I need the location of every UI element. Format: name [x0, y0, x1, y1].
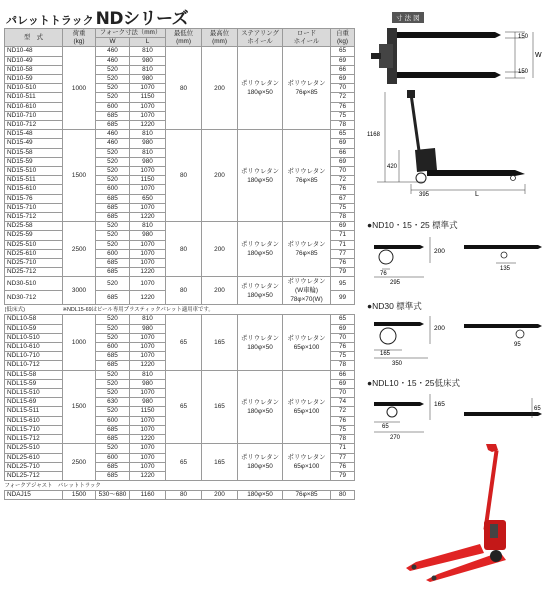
- fork-l-cell: 1070: [130, 416, 166, 425]
- steering-cell: ポリウレタン 180φ×50: [238, 130, 283, 222]
- adjust-body: [5, 481, 355, 500]
- weight-cell: 78: [331, 435, 355, 444]
- load-cell: 3000: [63, 277, 96, 305]
- weight-cell: 76: [331, 462, 355, 471]
- model-cell: ND10-712: [5, 121, 63, 130]
- top-view-diagram: [365, 26, 545, 96]
- weight-cell: 69: [331, 157, 355, 166]
- fork-w-cell: 520: [96, 379, 130, 388]
- load-cell: 1000: [63, 47, 96, 130]
- model-cell: NDL25-610: [5, 453, 63, 462]
- fork-l-cell: 980: [130, 324, 166, 333]
- model-cell: ND10-610: [5, 102, 63, 111]
- model-cell: NDL10-58: [5, 315, 63, 324]
- header-max-height: 最高位 (mm): [202, 29, 238, 47]
- dim-nd-200: 200: [434, 248, 445, 255]
- weight-cell: 80: [331, 491, 355, 500]
- fork-w-cell: 685: [96, 194, 130, 203]
- model-cell: NDL10-59: [5, 324, 63, 333]
- weight-cell: 99: [331, 291, 355, 305]
- fork-l-cell: 1070: [130, 453, 166, 462]
- dim-ndl-165: 165: [434, 401, 445, 408]
- load-cell: 1500: [63, 491, 96, 500]
- title-prefix: パレットトラック: [6, 14, 94, 27]
- weight-cell: 95: [331, 277, 355, 291]
- model-cell: ND25-510: [5, 240, 63, 249]
- fork-w-cell: 460: [96, 56, 130, 65]
- model-cell: ND15-58: [5, 148, 63, 157]
- steering-cell: ポリウレタン 180φ×50: [238, 47, 283, 130]
- fork-w-cell: 460: [96, 139, 130, 148]
- model-cell: NDL15-69: [5, 398, 63, 407]
- weight-cell: 70: [331, 389, 355, 398]
- nd-standard-diagram: [368, 233, 548, 285]
- weight-cell: 79: [331, 471, 355, 480]
- model-cell: ND10-710: [5, 111, 63, 120]
- weight-cell: 70: [331, 84, 355, 93]
- pallet-truck-photo: [396, 440, 552, 582]
- fork-l-cell: 1070: [130, 240, 166, 249]
- fork-l-cell: 650: [130, 194, 166, 203]
- load-wheel-cell: 76φ×85: [283, 491, 331, 500]
- weight-cell: 69: [331, 324, 355, 333]
- fork-w-cell: 520: [96, 65, 130, 74]
- table-row: [5, 444, 355, 453]
- model-cell: NDL15-511: [5, 407, 63, 416]
- section-nd30-standard: ●ND30 標準式: [367, 301, 422, 311]
- weight-cell: 77: [331, 249, 355, 258]
- header-min-height: 最低位 (mm): [166, 29, 202, 47]
- adjust-label: フォークアジャスト パレットトラック: [4, 482, 101, 489]
- fork-w-cell: 520: [96, 84, 130, 93]
- header-row-1: [5, 29, 355, 38]
- fork-l-cell: 1150: [130, 407, 166, 416]
- fork-l-cell: 1220: [130, 291, 166, 305]
- model-cell: NDL15-710: [5, 425, 63, 434]
- fork-w-cell: 685: [96, 121, 130, 130]
- fork-w-cell: 520: [96, 277, 130, 291]
- fork-l-cell: 1070: [130, 167, 166, 176]
- max-height-cell: 200: [202, 47, 238, 130]
- fork-w-cell: 685: [96, 352, 130, 361]
- header-weight: 自重 (kg): [331, 29, 355, 47]
- header-model: 型 式: [5, 29, 63, 47]
- page-title: [6, 4, 189, 29]
- fork-l-cell: 1220: [130, 471, 166, 480]
- fork-w-cell: 520: [96, 389, 130, 398]
- weight-cell: 67: [331, 194, 355, 203]
- fork-w-cell: 600: [96, 343, 130, 352]
- header-load: 荷重 (kg): [63, 29, 96, 47]
- dim-nd30-350: 350: [392, 361, 403, 366]
- model-cell: ND15-610: [5, 185, 63, 194]
- fork-l-cell: 980: [130, 231, 166, 240]
- model-cell: NDL15-510: [5, 389, 63, 398]
- weight-cell: 76: [331, 259, 355, 268]
- fork-l-cell: 1070: [130, 352, 166, 361]
- weight-cell: 76: [331, 102, 355, 111]
- steering-cell: ポリウレタン 180φ×50: [238, 315, 283, 370]
- model-cell: NDAJ15: [5, 491, 63, 500]
- fork-w-cell: 520: [96, 74, 130, 83]
- weight-cell: 71: [331, 231, 355, 240]
- weight-cell: 76: [331, 185, 355, 194]
- dim-side-395: 395: [419, 192, 430, 198]
- weight-cell: 75: [331, 352, 355, 361]
- max-height-cell: 165: [202, 370, 238, 444]
- standard-models: [5, 47, 355, 305]
- section-ndl-low: ●NDL10・15・25低床式: [367, 378, 461, 388]
- fork-w-cell: 520: [96, 407, 130, 416]
- fork-l-cell: 810: [130, 47, 166, 56]
- weight-cell: 66: [331, 370, 355, 379]
- fork-w-cell: 520: [96, 370, 130, 379]
- fork-w-cell: 685: [96, 425, 130, 434]
- low-note-body: [5, 305, 355, 315]
- fork-w-cell: 520: [96, 231, 130, 240]
- steering-cell: ポリウレタン 180φ×50: [238, 277, 283, 305]
- model-cell: ND10-48: [5, 47, 63, 56]
- fork-l-cell: 810: [130, 315, 166, 324]
- load-wheel-cell: ポリウレタン (W車輪) 78φ×70(W): [283, 277, 331, 305]
- max-height-cell: 200: [202, 277, 238, 305]
- weight-cell: 72: [331, 93, 355, 102]
- table-row: [5, 130, 355, 139]
- weight-cell: 78: [331, 361, 355, 370]
- table-row: [5, 222, 355, 231]
- fork-w-cell: 685: [96, 435, 130, 444]
- side-view-diagram: [365, 88, 545, 198]
- fork-l-cell: 1160: [130, 491, 166, 500]
- model-cell: ND10-49: [5, 56, 63, 65]
- fork-l-cell: 810: [130, 130, 166, 139]
- model-cell: ND25-58: [5, 222, 63, 231]
- weight-cell: 69: [331, 379, 355, 388]
- table-row: [5, 47, 355, 56]
- header-l: L: [130, 38, 166, 47]
- model-cell: NDL15-58: [5, 370, 63, 379]
- fork-w-cell: 600: [96, 453, 130, 462]
- steering-cell: 180φ×50: [238, 491, 283, 500]
- dim-ndl-65b: 65: [534, 406, 541, 412]
- weight-cell: 70: [331, 167, 355, 176]
- header-fork: フォーク寸法（mm）: [96, 29, 166, 38]
- table-row: [5, 315, 355, 324]
- low-floor-note-text: ※NDL15-69はビール専用プラスティックパレット適用車です。: [62, 306, 214, 313]
- fork-l-cell: 1070: [130, 111, 166, 120]
- fork-l-cell: 1220: [130, 213, 166, 222]
- load-cell: 2500: [63, 444, 96, 481]
- weight-cell: 72: [331, 176, 355, 185]
- load-wheel-cell: ポリウレタン 65φ×100: [283, 315, 331, 370]
- model-cell: NDL25-710: [5, 462, 63, 471]
- model-cell: NDL25-510: [5, 444, 63, 453]
- max-height-cell: 200: [202, 222, 238, 277]
- model-cell: ND15-59: [5, 157, 63, 166]
- load-cell: 1000: [63, 315, 96, 370]
- fork-l-cell: 810: [130, 370, 166, 379]
- dim-side-1168: 1168: [367, 132, 380, 138]
- model-cell: ND25-610: [5, 249, 63, 258]
- fork-w-cell: 530〜680: [96, 491, 130, 500]
- weight-cell: 69: [331, 222, 355, 231]
- fork-l-cell: 1070: [130, 462, 166, 471]
- model-cell: NDL10-610: [5, 343, 63, 352]
- adjust-note: [5, 481, 355, 491]
- low-floor-note: [5, 305, 355, 315]
- max-height-cell: 200: [202, 130, 238, 222]
- fork-w-cell: 685: [96, 361, 130, 370]
- fork-l-cell: 1070: [130, 333, 166, 342]
- fork-w-cell: 685: [96, 111, 130, 120]
- dim-ndl-65: 65: [382, 424, 389, 430]
- fork-w-cell: 685: [96, 259, 130, 268]
- fork-l-cell: 1220: [130, 435, 166, 444]
- steering-cell: ポリウレタン 180φ×50: [238, 222, 283, 277]
- fork-w-cell: 685: [96, 471, 130, 480]
- fork-w-cell: 685: [96, 268, 130, 277]
- weight-cell: 75: [331, 203, 355, 212]
- steering-cell: ポリウレタン 180φ×50: [238, 370, 283, 444]
- model-cell: ND15-712: [5, 213, 63, 222]
- load-wheel-cell: ポリウレタン 76φ×85: [283, 130, 331, 222]
- weight-cell: 69: [331, 74, 355, 83]
- model-cell: ND25-59: [5, 231, 63, 240]
- fork-l-cell: 1070: [130, 249, 166, 258]
- model-cell: ND10-511: [5, 93, 63, 102]
- fork-l-cell: 1220: [130, 268, 166, 277]
- fork-l-cell: 1070: [130, 84, 166, 93]
- min-height-cell: 80: [166, 491, 202, 500]
- fork-w-cell: 520: [96, 444, 130, 453]
- dim-nd-295: 295: [390, 280, 401, 285]
- weight-cell: 65: [331, 130, 355, 139]
- weight-cell: 65: [331, 315, 355, 324]
- fork-w-cell: 520: [96, 324, 130, 333]
- fork-l-cell: 980: [130, 139, 166, 148]
- max-height-cell: 165: [202, 444, 238, 481]
- model-cell: ND15-510: [5, 167, 63, 176]
- fork-l-cell: 1220: [130, 361, 166, 370]
- header-steering: ステアリング ホイール: [238, 29, 283, 47]
- weight-cell: 75: [331, 111, 355, 120]
- weight-cell: 71: [331, 240, 355, 249]
- fork-w-cell: 520: [96, 240, 130, 249]
- weight-cell: 78: [331, 213, 355, 222]
- fork-w-cell: 520: [96, 176, 130, 185]
- nd30-standard-diagram: [368, 314, 548, 366]
- fork-l-cell: 980: [130, 379, 166, 388]
- weight-cell: 71: [331, 444, 355, 453]
- fork-l-cell: 1070: [130, 277, 166, 291]
- model-cell: ND10-59: [5, 74, 63, 83]
- diagram-title: 寸 法 図: [392, 12, 424, 23]
- weight-cell: 77: [331, 453, 355, 462]
- fork-l-cell: 980: [130, 157, 166, 166]
- title-series: NDシリーズ: [95, 9, 189, 29]
- fork-l-cell: 1070: [130, 425, 166, 434]
- fork-l-cell: 1070: [130, 444, 166, 453]
- fork-l-cell: 810: [130, 148, 166, 157]
- header-load-wheel: ロード ホイール: [283, 29, 331, 47]
- fork-w-cell: 600: [96, 185, 130, 194]
- fork-l-cell: 810: [130, 222, 166, 231]
- load-cell: 1500: [63, 130, 96, 222]
- dim-side-l: L: [475, 191, 479, 198]
- dim-top-w: W: [535, 52, 542, 59]
- dim-nd30-200: 200: [434, 325, 445, 332]
- header-w: W: [96, 38, 130, 47]
- fork-l-cell: 1070: [130, 389, 166, 398]
- dim-nd30-95: 95: [514, 342, 521, 348]
- dim-nd30-165: 165: [380, 351, 391, 357]
- table-row: [5, 370, 355, 379]
- fork-l-cell: 1070: [130, 343, 166, 352]
- fork-w-cell: 630: [96, 398, 130, 407]
- dim-top-150-a: 150: [518, 34, 529, 40]
- fork-l-cell: 1070: [130, 102, 166, 111]
- dim-nd-135: 135: [500, 266, 511, 272]
- min-height-cell: 80: [166, 47, 202, 130]
- model-cell: NDL15-610: [5, 416, 63, 425]
- fork-w-cell: 520: [96, 93, 130, 102]
- min-height-cell: 80: [166, 277, 202, 305]
- fork-l-cell: 1150: [130, 176, 166, 185]
- fork-l-cell: 980: [130, 398, 166, 407]
- fork-l-cell: 980: [130, 74, 166, 83]
- fork-w-cell: 520: [96, 222, 130, 231]
- dim-top-150-b: 150: [518, 69, 529, 75]
- low-floor-label: (低床式): [4, 306, 26, 313]
- model-cell: NDL10-712: [5, 361, 63, 370]
- weight-cell: 75: [331, 425, 355, 434]
- fork-l-cell: 1220: [130, 121, 166, 130]
- max-height-cell: 200: [202, 491, 238, 500]
- fork-w-cell: 685: [96, 462, 130, 471]
- model-cell: NDL15-712: [5, 435, 63, 444]
- min-height-cell: 80: [166, 222, 202, 277]
- weight-cell: 79: [331, 268, 355, 277]
- fork-w-cell: 460: [96, 47, 130, 56]
- table-row: [5, 491, 355, 500]
- fork-w-cell: 685: [96, 203, 130, 212]
- dim-ndl-270: 270: [390, 435, 401, 441]
- low-floor-models: [5, 315, 355, 481]
- model-cell: ND10-510: [5, 84, 63, 93]
- model-cell: NDL10-710: [5, 352, 63, 361]
- fork-w-cell: 520: [96, 148, 130, 157]
- dim-side-420: 420: [387, 164, 398, 170]
- load-cell: 1500: [63, 370, 96, 444]
- load-wheel-cell: ポリウレタン 76φ×85: [283, 47, 331, 130]
- model-cell: ND15-511: [5, 176, 63, 185]
- model-cell: ND15-48: [5, 130, 63, 139]
- fork-l-cell: 1070: [130, 203, 166, 212]
- fork-w-cell: 460: [96, 130, 130, 139]
- weight-cell: 66: [331, 148, 355, 157]
- min-height-cell: 80: [166, 130, 202, 222]
- fork-w-cell: 520: [96, 157, 130, 166]
- min-height-cell: 65: [166, 370, 202, 444]
- min-height-cell: 65: [166, 444, 202, 481]
- ndl-low-diagram: [368, 392, 548, 444]
- fork-l-cell: 1070: [130, 185, 166, 194]
- dim-nd-76: 76: [380, 271, 387, 277]
- fork-w-cell: 520: [96, 315, 130, 324]
- model-cell: ND15-76: [5, 194, 63, 203]
- fork-w-cell: 685: [96, 213, 130, 222]
- fork-w-cell: 600: [96, 249, 130, 258]
- model-cell: ND10-58: [5, 65, 63, 74]
- model-cell: NDL10-510: [5, 333, 63, 342]
- weight-cell: 74: [331, 398, 355, 407]
- steering-cell: ポリウレタン 180φ×50: [238, 444, 283, 481]
- weight-cell: 66: [331, 65, 355, 74]
- weight-cell: 78: [331, 121, 355, 130]
- weight-cell: 70: [331, 333, 355, 342]
- weight-cell: 76: [331, 416, 355, 425]
- model-cell: ND15-49: [5, 139, 63, 148]
- model-cell: ND25-712: [5, 268, 63, 277]
- fork-w-cell: 520: [96, 333, 130, 342]
- weight-cell: 69: [331, 139, 355, 148]
- max-height-cell: 165: [202, 315, 238, 370]
- spec-table: [4, 28, 355, 500]
- weight-cell: 76: [331, 343, 355, 352]
- section-nd-standard: ●ND10・15・25 標準式: [367, 220, 458, 230]
- fork-w-cell: 600: [96, 416, 130, 425]
- fork-w-cell: 600: [96, 102, 130, 111]
- fork-l-cell: 1150: [130, 93, 166, 102]
- model-cell: ND25-710: [5, 259, 63, 268]
- min-height-cell: 65: [166, 315, 202, 370]
- model-cell: ND30-712: [5, 291, 63, 305]
- model-cell: ND15-710: [5, 203, 63, 212]
- fork-w-cell: 685: [96, 291, 130, 305]
- model-cell: ND30-510: [5, 277, 63, 291]
- model-cell: NDL15-59: [5, 379, 63, 388]
- model-cell: NDL25-712: [5, 471, 63, 480]
- weight-cell: 69: [331, 56, 355, 65]
- load-wheel-cell: ポリウレタン 65φ×100: [283, 370, 331, 444]
- fork-l-cell: 810: [130, 65, 166, 74]
- weight-cell: 72: [331, 407, 355, 416]
- weight-cell: 65: [331, 47, 355, 56]
- load-wheel-cell: ポリウレタン 65φ×100: [283, 444, 331, 481]
- fork-w-cell: 520: [96, 167, 130, 176]
- table-row: [5, 277, 355, 291]
- load-wheel-cell: ポリウレタン 76φ×85: [283, 222, 331, 277]
- load-cell: 2500: [63, 222, 96, 277]
- fork-l-cell: 980: [130, 56, 166, 65]
- fork-l-cell: 1070: [130, 259, 166, 268]
